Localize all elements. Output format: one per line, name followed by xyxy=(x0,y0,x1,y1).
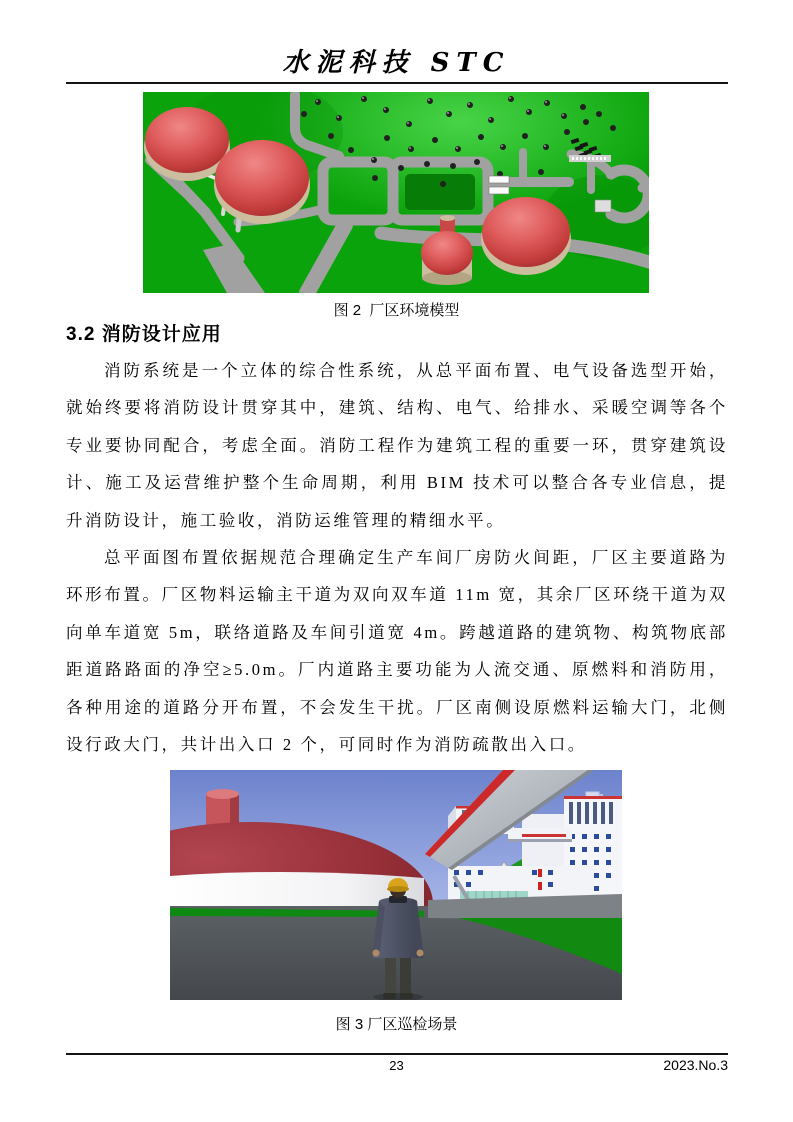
page-number: 23 xyxy=(389,1058,404,1073)
figure2-caption: 图 2 厂区环境模型 xyxy=(333,302,460,319)
paragraph-site-layout: 总平面图布置依据规范合理确定生产车间厂房防火间距，厂区主要道路为环形布置。厂区物料运输主干道为双向双车道 11m 宽，其余厂区环绕干道为双向单车道宽 5m，联络道路及车间引道宽 4m。跨越道路的建筑物、构筑物底部距道路路面的净空≥5.0m。厂内道路主要功能为人流交通、原燃料和消防用，各种用途的道路分开布置，不会发生干扰。厂区南侧设原燃料运输大门，北侧设行政大门，共计出入口 2 个，可同时作为消防疏散出入口。 xyxy=(66,548,728,755)
figure3-caption: 图 3 厂区巡检场景 xyxy=(335,1016,458,1033)
plant-inspection-scene-image xyxy=(170,770,622,1000)
figure-plant-inspection-scene xyxy=(170,770,622,1000)
footer-divider xyxy=(66,1053,728,1055)
section-heading: 3.2 消防设计应用 xyxy=(66,324,222,345)
header-divider xyxy=(66,82,728,84)
plant-environment-model-image xyxy=(143,92,649,293)
body-text xyxy=(66,352,728,763)
journal-title: 水泥科技 STC xyxy=(282,48,511,78)
figure-plant-environment-model xyxy=(143,92,649,293)
paragraph-fire-system: 消防系统是一个立体的综合性系统，从总平面布置、电气设备选型开始，就始终要将消防设计贯穿其中，建筑、结构、电气、给排水、采暖空调等各个专业要协同配合，考虑全面。消防工程作为建筑工程的重要一环，贯穿建筑设计、施工及运营维护整个生命周期，利用 BIM 技术可以整合各专业信息，提升消防设计，施工验收，消防运维管理的精细水平。 xyxy=(66,361,728,530)
issue-number: 2023.No.3 xyxy=(663,1057,728,1073)
inner-field xyxy=(405,174,475,210)
